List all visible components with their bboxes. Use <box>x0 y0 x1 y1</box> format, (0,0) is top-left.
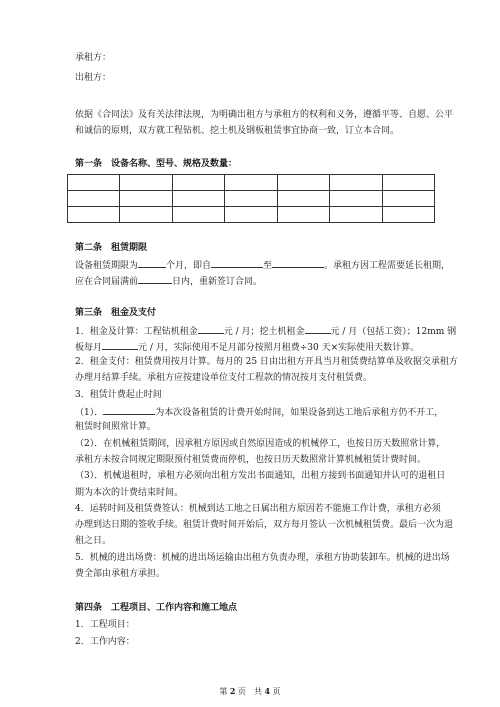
table-row <box>68 207 435 223</box>
billing-period-title: 3．租赁计费起止时间 <box>75 390 162 400</box>
table-cell <box>120 175 172 191</box>
article-3-heading: 第三条 租金及支付 <box>75 308 157 318</box>
rent-calc-text-a: 1．租金及计算：工程钻机租金 <box>75 327 198 337</box>
billing-item-3-line-1: （3）．机械退租时，承租方必须向出租方发出书面通知，出租方接到书面通知并认可的退租日 <box>75 471 446 481</box>
footer-middle: 页 共 <box>238 687 262 696</box>
table-cell <box>277 207 329 223</box>
lessee-label: 承租方： <box>75 53 112 63</box>
rent-calc-text-e: 元 / 月，实际使用不足月部分按照月租费÷30 天×实际使用天数计算。 <box>138 343 420 353</box>
rent-calc-text-d: 板每月 <box>75 343 103 353</box>
months-blank <box>138 258 166 268</box>
table-cell <box>68 191 120 207</box>
transport-line-2: 费全部由承租方承担。 <box>75 569 166 579</box>
table-cell <box>382 191 434 207</box>
lease-term-text-c: 至 <box>263 261 273 271</box>
equipment-table <box>67 174 435 223</box>
table-cell <box>225 175 277 191</box>
footer-suffix: 页 <box>272 687 281 696</box>
billing-item-1-num: （1）． <box>75 408 104 418</box>
work-content-item: 2．工作内容： <box>75 637 135 647</box>
table-cell <box>68 207 120 223</box>
project-item: 1．工程项目： <box>75 620 135 630</box>
total-page-number: 4 <box>264 686 271 696</box>
table-cell <box>225 191 277 207</box>
table-cell <box>277 191 329 207</box>
table-cell <box>330 207 382 223</box>
table-cell <box>68 175 120 191</box>
rent-calc-text-b: 元 / 月；挖土机租金 <box>223 327 305 337</box>
excavator-rent-blank <box>305 324 331 334</box>
table-cell <box>382 175 434 191</box>
lease-term-line-1 <box>75 258 450 272</box>
table-cell <box>382 207 434 223</box>
table-cell <box>277 175 329 191</box>
current-page-number: 2 <box>229 686 236 696</box>
drill-rent-blank <box>198 324 224 334</box>
lease-term-text-b: 个月，即自 <box>166 261 212 271</box>
table-cell <box>120 207 172 223</box>
intro-line-1: 依据《合同法》及有关法律法规，为明确出租方与承租方的权利和义务，遵循平等、自愿、公平 <box>75 110 454 120</box>
lease-term-text-e: 应在合同届满前 <box>75 277 139 287</box>
runtime-line-3: 租之日。 <box>75 536 112 546</box>
runtime-line-2: 办理到达日期的签收手续。租赁计费时间开始后，双方每月签认一次机械租赁费。最后一次为退 <box>75 520 454 530</box>
steel-rent-blank <box>102 340 138 350</box>
billing-item-1-line-2: 租赁时间照常计算。 <box>75 422 157 432</box>
intro-line-2: 和诚信的原则，双方就工程钻机、挖土机及钢板租赁事宜协商一致，订立本合同。 <box>75 126 400 136</box>
table-cell <box>172 207 224 223</box>
page-footer <box>0 686 500 697</box>
table-cell <box>172 175 224 191</box>
payment-line-1: 2．租金支付：租赁费用按月计算。每月的 25 日由出租方开具当月租赁费结算单及收据交承租方 <box>75 357 458 367</box>
article-4-heading: 第四条 工程项目、工作内容和施工地点 <box>75 603 238 613</box>
billing-item-2-line-1: （2）．在机械租赁期间，因承租方原因或自然原因造成的机械停工，也按日历天数照常计算， <box>75 439 446 449</box>
runtime-line-1: 4．运转时间及租赁费签认：机械到达工地之日属出租方原因若不能施工作计费，承租方必须 <box>75 504 441 514</box>
rent-calc-line-2 <box>75 340 419 354</box>
lease-term-text-a: 设备租赁期限为 <box>75 261 139 271</box>
start-date-blank <box>211 258 263 268</box>
transport-line-1: 5．机械的进出场费：机械的进出场运输由出租方负责办理，承租方协助装卸车。机械的进出场 <box>75 553 450 563</box>
end-date-blank <box>272 258 324 268</box>
article-2-heading: 第二条 租赁期限 <box>75 243 148 253</box>
billing-item-2-line-2: 承租方未按合同规定期限预付租赁费而停机，也按日历天数照常计算机械租赁计费时间。 <box>75 455 427 465</box>
billing-item-3-line-2: 期为本次的计费结束时间。 <box>75 488 184 498</box>
article-1-heading: 第一条 设备名称、型号、规格及数量： <box>75 159 238 169</box>
payment-line-2: 办理月结算手续。承租方应按建设单位支付工程款的情况按月支付租赁费。 <box>75 373 373 383</box>
lease-term-text-d: 。承租方因工程需要延长租期， <box>324 261 451 271</box>
lease-term-text-f: 日内，重新签订合同。 <box>172 277 263 287</box>
table-cell <box>330 175 382 191</box>
rent-calc-text-c: 元 / 月（包括工资）；12mm 钢 <box>330 327 457 337</box>
start-time-blank <box>103 405 155 415</box>
lessor-label: 出租方： <box>75 73 112 83</box>
table-cell <box>120 191 172 207</box>
billing-item-1-text: 为本次设备租赁的计费开始时间，如果设备到达工地后承租方仍不开工， <box>155 408 444 418</box>
lease-term-line-2 <box>75 274 262 288</box>
billing-item-1-line-1 <box>75 405 443 419</box>
table-cell <box>330 191 382 207</box>
days-blank <box>138 274 172 284</box>
table-cell <box>172 191 224 207</box>
rent-calc-line-1 <box>75 324 456 338</box>
table-cell <box>225 207 277 223</box>
table-row <box>68 175 435 191</box>
footer-prefix: 第 <box>219 687 228 696</box>
table-row <box>68 191 435 207</box>
